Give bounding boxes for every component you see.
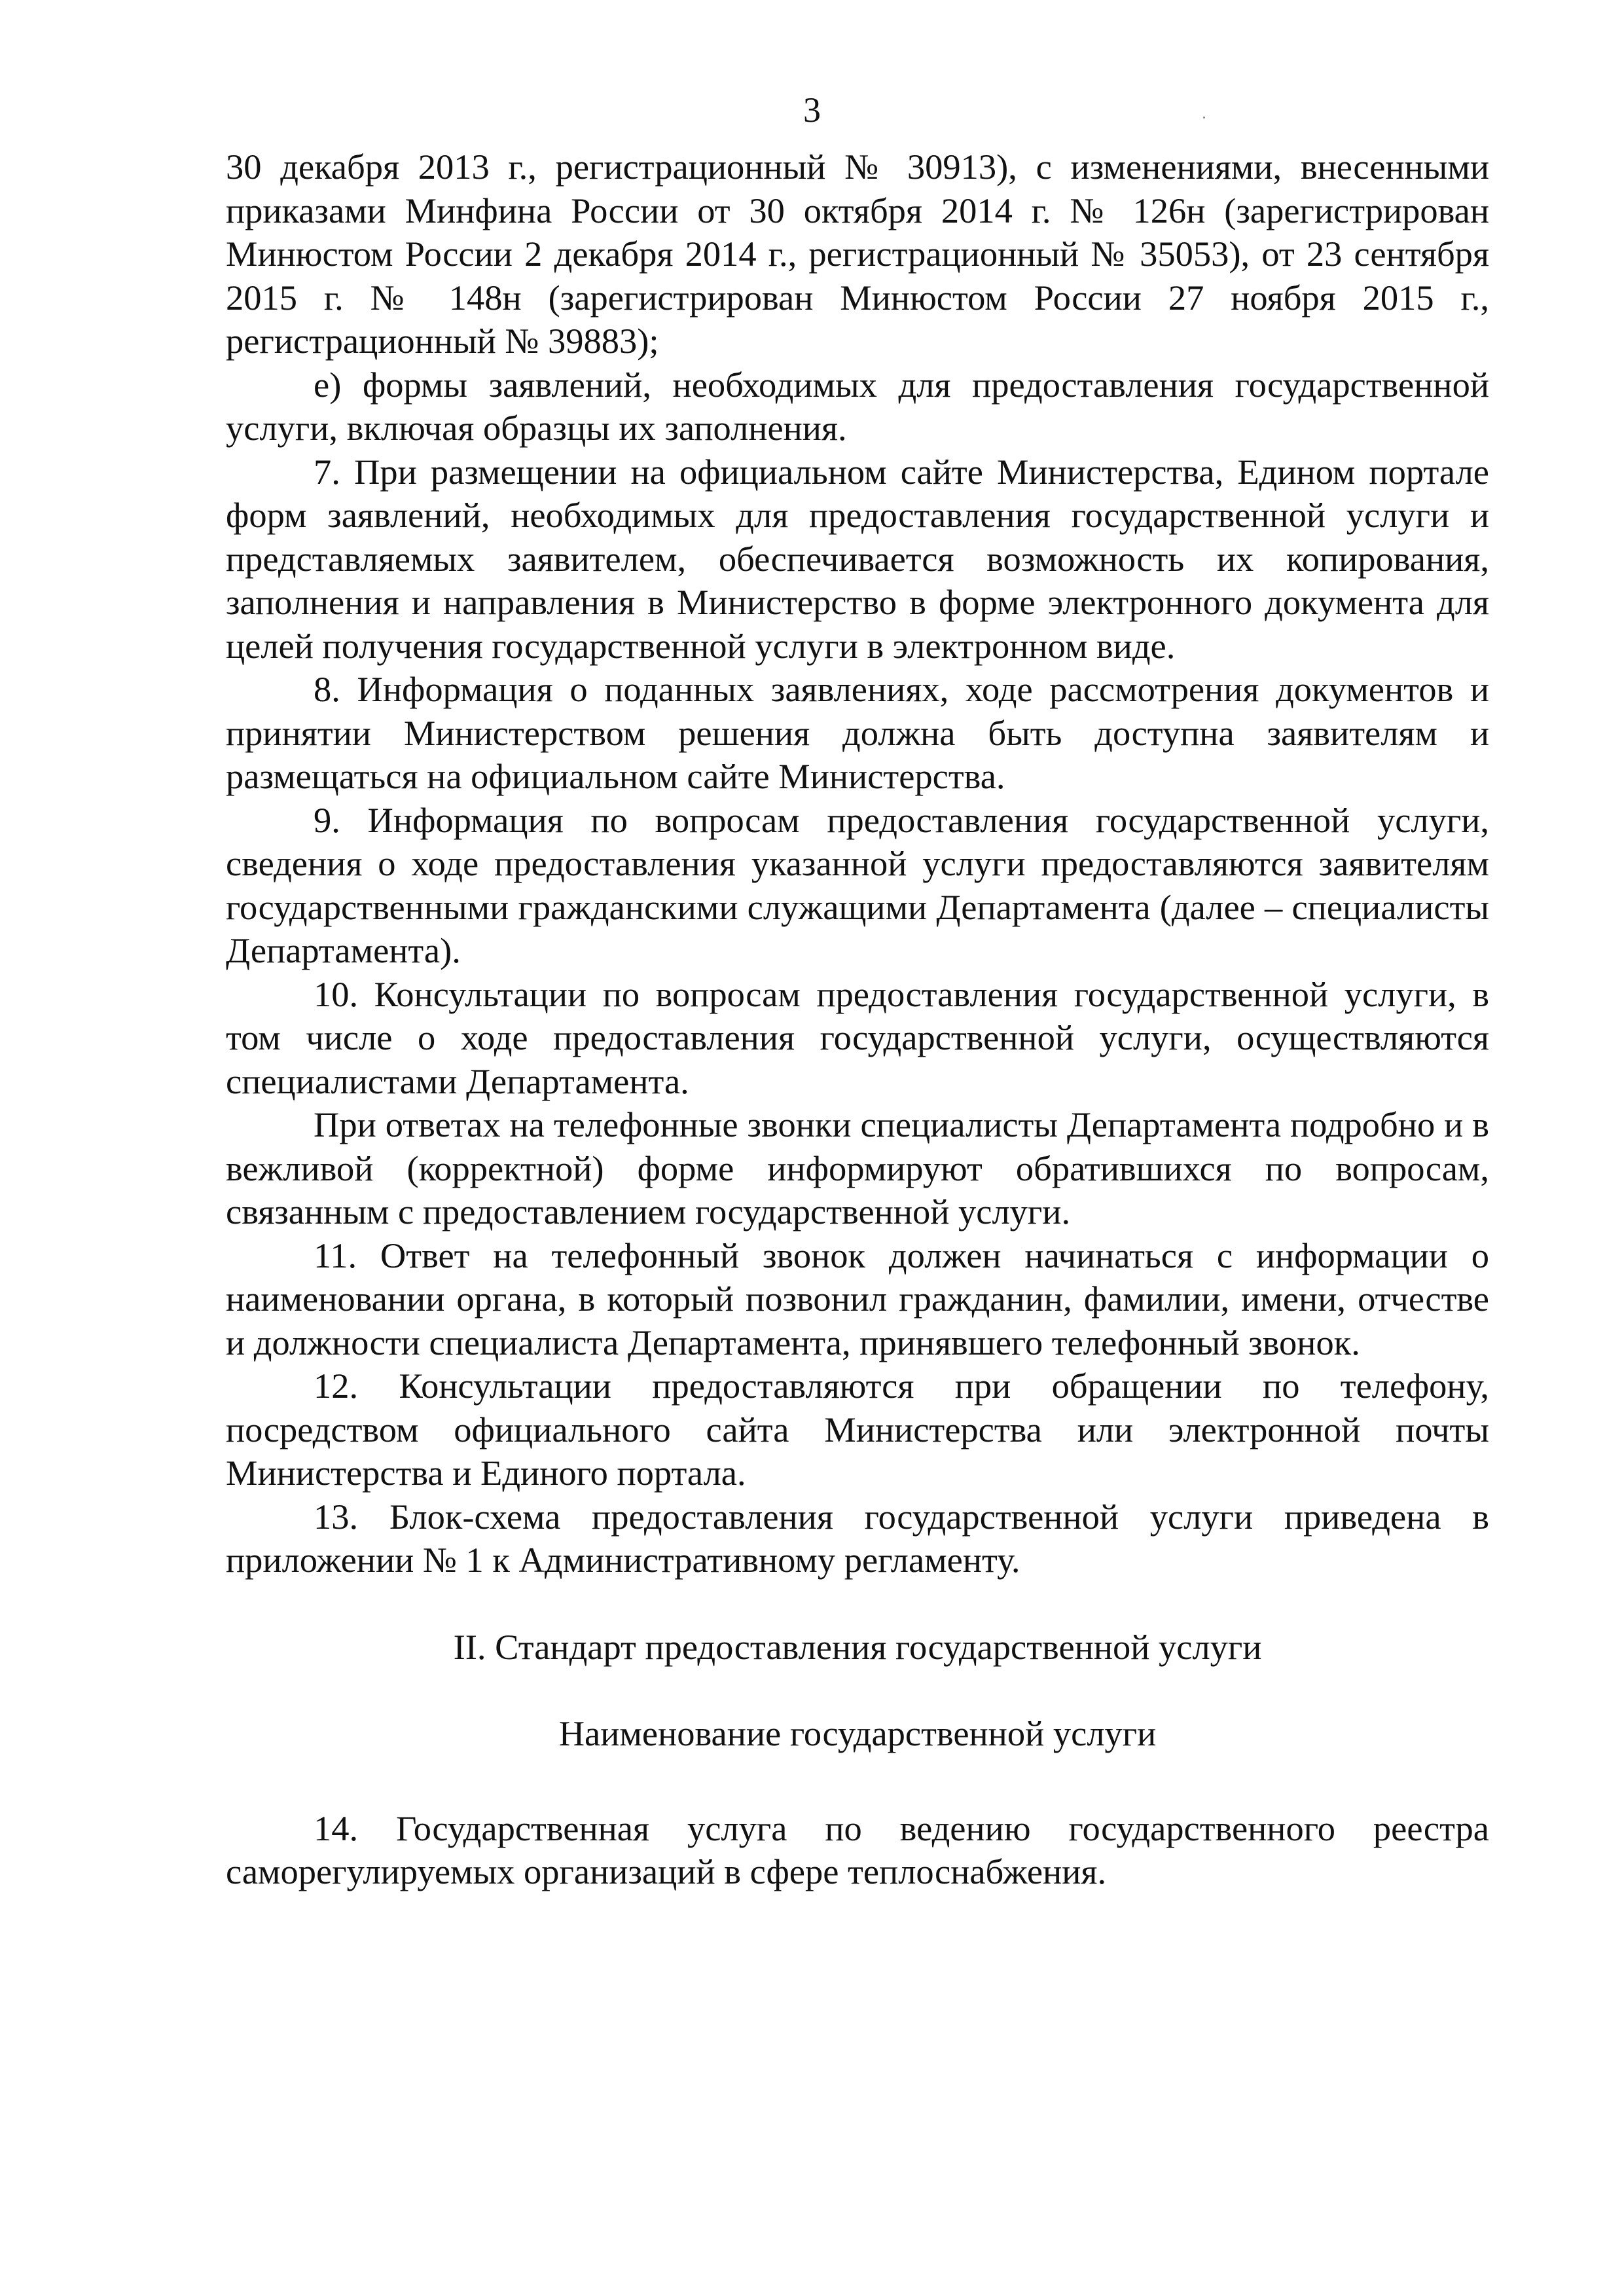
paragraph-item-e: е) формы заявлений, необходимых для предоставления государственной услуги, включая образцы их заполнения. [226,364,1489,448]
section-subtitle: Наименование государственной услуги [558,1713,1157,1753]
section-title: II. Стандарт предоставления государственной услуги [453,1626,1262,1667]
paragraph-10-phone: При ответах на телефонные звонки специалисты Департамента подробно и в вежливой (корректной) форме информируют обратившихся по вопросам, связанным с предоставлением государственной услуги. [226,1104,1489,1231]
paragraph-7: 7. При размещении на официальном сайте Министерства, Едином портале форм заявлений, необходимых для предоставления государственной услуги и представляемых заявителем, обеспечивается возможность их копирования, заполнения и направления в Министерство в форме электронного документа для целей получения государственной услуги в электронном виде. [226,451,1489,666]
paragraph-9: 9. Информация по вопросам предоставления государственной услуги, сведения о ходе предоставления указанной услуги предоставляются заявителям государственными гражданскими служащими Департамента (далее – специалисты Департамента). [226,799,1489,970]
paragraph-14: 14. Государственная услуга по ведению государственного реестра саморегулируемых организаций в сфере теплоснабжения. [226,1808,1489,1891]
document-body [226,145,1489,1894]
paragraph-8: 8. Информация о поданных заявлениях, ходе рассмотрения документов и принятии Министерством решения должна быть доступна заявителям и размещаться на официальном сайте Министерства. [226,669,1489,796]
page-number: 3 [803,90,821,130]
scan-artifact [1203,117,1205,118]
paragraph-11: 11. Ответ на телефонный звонок должен начинаться с информации о наименовании органа, в который позвонил гражданин, фамилии, имени, отчестве и должности специалиста Департамента, принявшего телефонный звонок. [226,1235,1489,1362]
paragraph-13: 13. Блок-схема предоставления государственной услуги приведена в приложении № 1 к Административному регламенту. [226,1496,1489,1580]
paragraph-continuation: 30 декабря 2013 г., регистрационный № 30913), с изменениями, внесенными приказами Минфина России от 30 октября 2014 г. № 126н (зарегистрирован Минюстом России 2 декабря 2014 г., регистрационный № 35053), от 23 сентября 2015 г. № 148н (зарегистрирован Минюстом России 27 ноября 2015 г., регистрационный № 39883); [226,147,1489,361]
paragraph-10: 10. Консультации по вопросам предоставления государственной услуги, в том числе о ходе предоставления государственной услуги, осуществляются специалистами Департамента. [226,974,1489,1101]
paragraph-12: 12. Консультации предоставляются при обращении по телефону, посредством официального сайта Министерства или электронной почты Министерства и Единого портала. [226,1366,1489,1493]
